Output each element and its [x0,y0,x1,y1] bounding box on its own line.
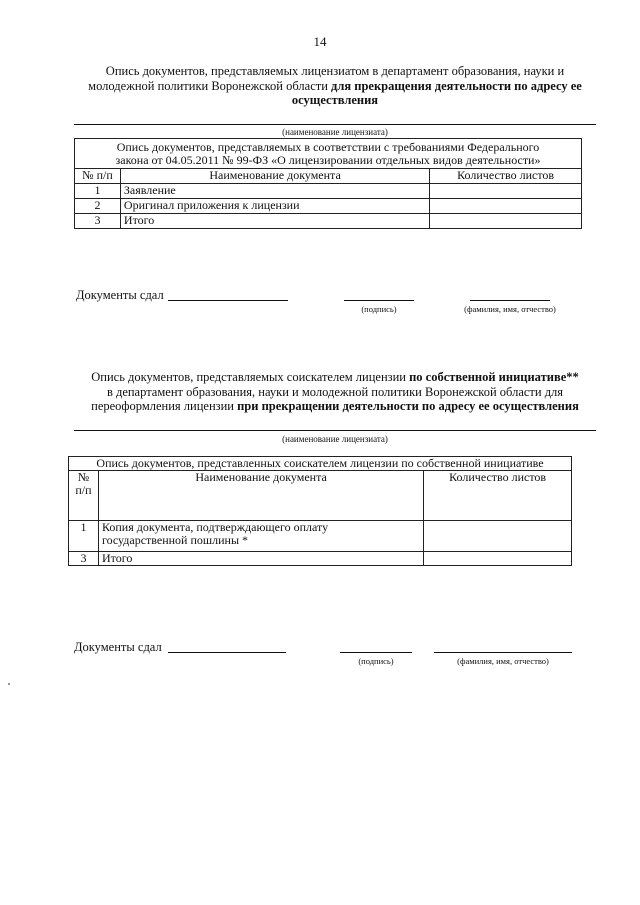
row-doc-name: Оригинал приложения к лицензии [120,199,429,214]
section1-submitted-line [168,300,288,301]
scan-speck [8,683,10,685]
row-num: 3 [75,214,121,229]
row-num: 2 [75,199,121,214]
section2-heading-line3-bold: при прекращении деятельности по адресу ее осуществления [237,399,579,413]
section2-table [68,456,572,566]
section2-submitted-line [168,652,286,653]
section1-heading-line2-bold: для прекращения деятельности по адресу ее [331,78,582,93]
section1-submitted-label: Документы сдал [76,288,164,302]
section1-heading [70,64,600,108]
section2-table-title: Опись документов, представленных соискателем лицензии по собственной инициативе [69,457,572,471]
row-doc-name [98,521,423,552]
row-sheet-count [424,521,572,552]
row-num: 3 [69,552,99,566]
section1-heading-line2 [70,79,600,94]
page-number: 14 [313,34,327,49]
section2-signature-caption: (подпись) [358,656,394,666]
header-num-line2: п/п [75,483,92,497]
section1-signature-line [344,300,414,301]
section2-heading-line2: в департамент образования, науки и молодежной политики Воронежской области для [106,384,564,399]
row-doc-name-line1: Копия документа, подтверждающего оплату [101,520,329,534]
header-sheet-count: Количество листов [424,471,572,521]
table-row [69,521,572,552]
section2-signature-line [340,652,412,653]
section2-submitted-label: Документы сдал [74,640,162,654]
row-doc-name: Заявление [120,184,429,199]
section2-heading-line1-bold: по собственной инициативе** [409,370,579,384]
row-sheet-count [430,214,582,229]
section1-table [74,138,582,229]
section2-licensee-caption: (наименование лицензиата) [282,434,388,444]
section2-table-header [69,471,572,521]
section1-signature-caption: (подпись) [361,304,397,314]
header-num-line1: № [77,470,90,484]
section2-fio-caption: (фамилия, имя, отчество) [457,656,549,666]
section2-heading-line3 [70,399,600,414]
section2-licensee-line [74,430,596,431]
header-doc-name: Наименование документа [98,471,423,521]
section1-table-title-line1: Опись документов, представляемых в соответствии с требованиями Федерального [116,140,540,154]
row-sheet-count [424,552,572,566]
section1-table-title-line2: закона от 04.05.2011 № 99-ФЗ «О лицензировании отдельных видов деятельности» [115,153,541,167]
header-num: № п/п [75,169,121,184]
table-row [75,184,582,199]
row-doc-name: Итого [98,552,423,566]
section2-table-title-row [69,457,572,471]
section1-licensee-line [74,124,596,125]
header-num [69,471,99,521]
row-sheet-count [430,184,582,199]
row-doc-name: Итого [120,214,429,229]
section1-table-title [75,139,582,169]
section1-licensee-caption: (наименование лицензиата) [282,127,388,137]
row-num: 1 [75,184,121,199]
section1-fio-line [470,300,550,301]
section1-table-header [75,169,582,184]
row-doc-name-line2: государственной пошлины * [101,533,249,547]
section2-fio-line [434,652,572,653]
section1-heading-line2-plain: молодежной политики Воронежской области [88,78,332,93]
section2-heading [70,370,600,414]
table-row [69,552,572,566]
table-row [75,214,582,229]
table-row [75,199,582,214]
section2-heading-line1 [70,370,600,385]
section1-table-title-row [75,139,582,169]
header-sheet-count: Количество листов [430,169,582,184]
section2-heading-line3-plain: переоформления лицензии [91,399,238,413]
section1-heading-line3: осуществления [291,93,379,107]
section2-heading-line1-plain: Опись документов, представляемых соискателем лицензии [91,370,410,384]
row-sheet-count [430,199,582,214]
row-num: 1 [69,521,99,552]
header-doc-name: Наименование документа [120,169,429,184]
section1-heading-line1: Опись документов, представляемых лицензиатом в департамент образования, науки и [105,64,565,78]
section1-fio-caption: (фамилия, имя, отчество) [464,304,556,314]
